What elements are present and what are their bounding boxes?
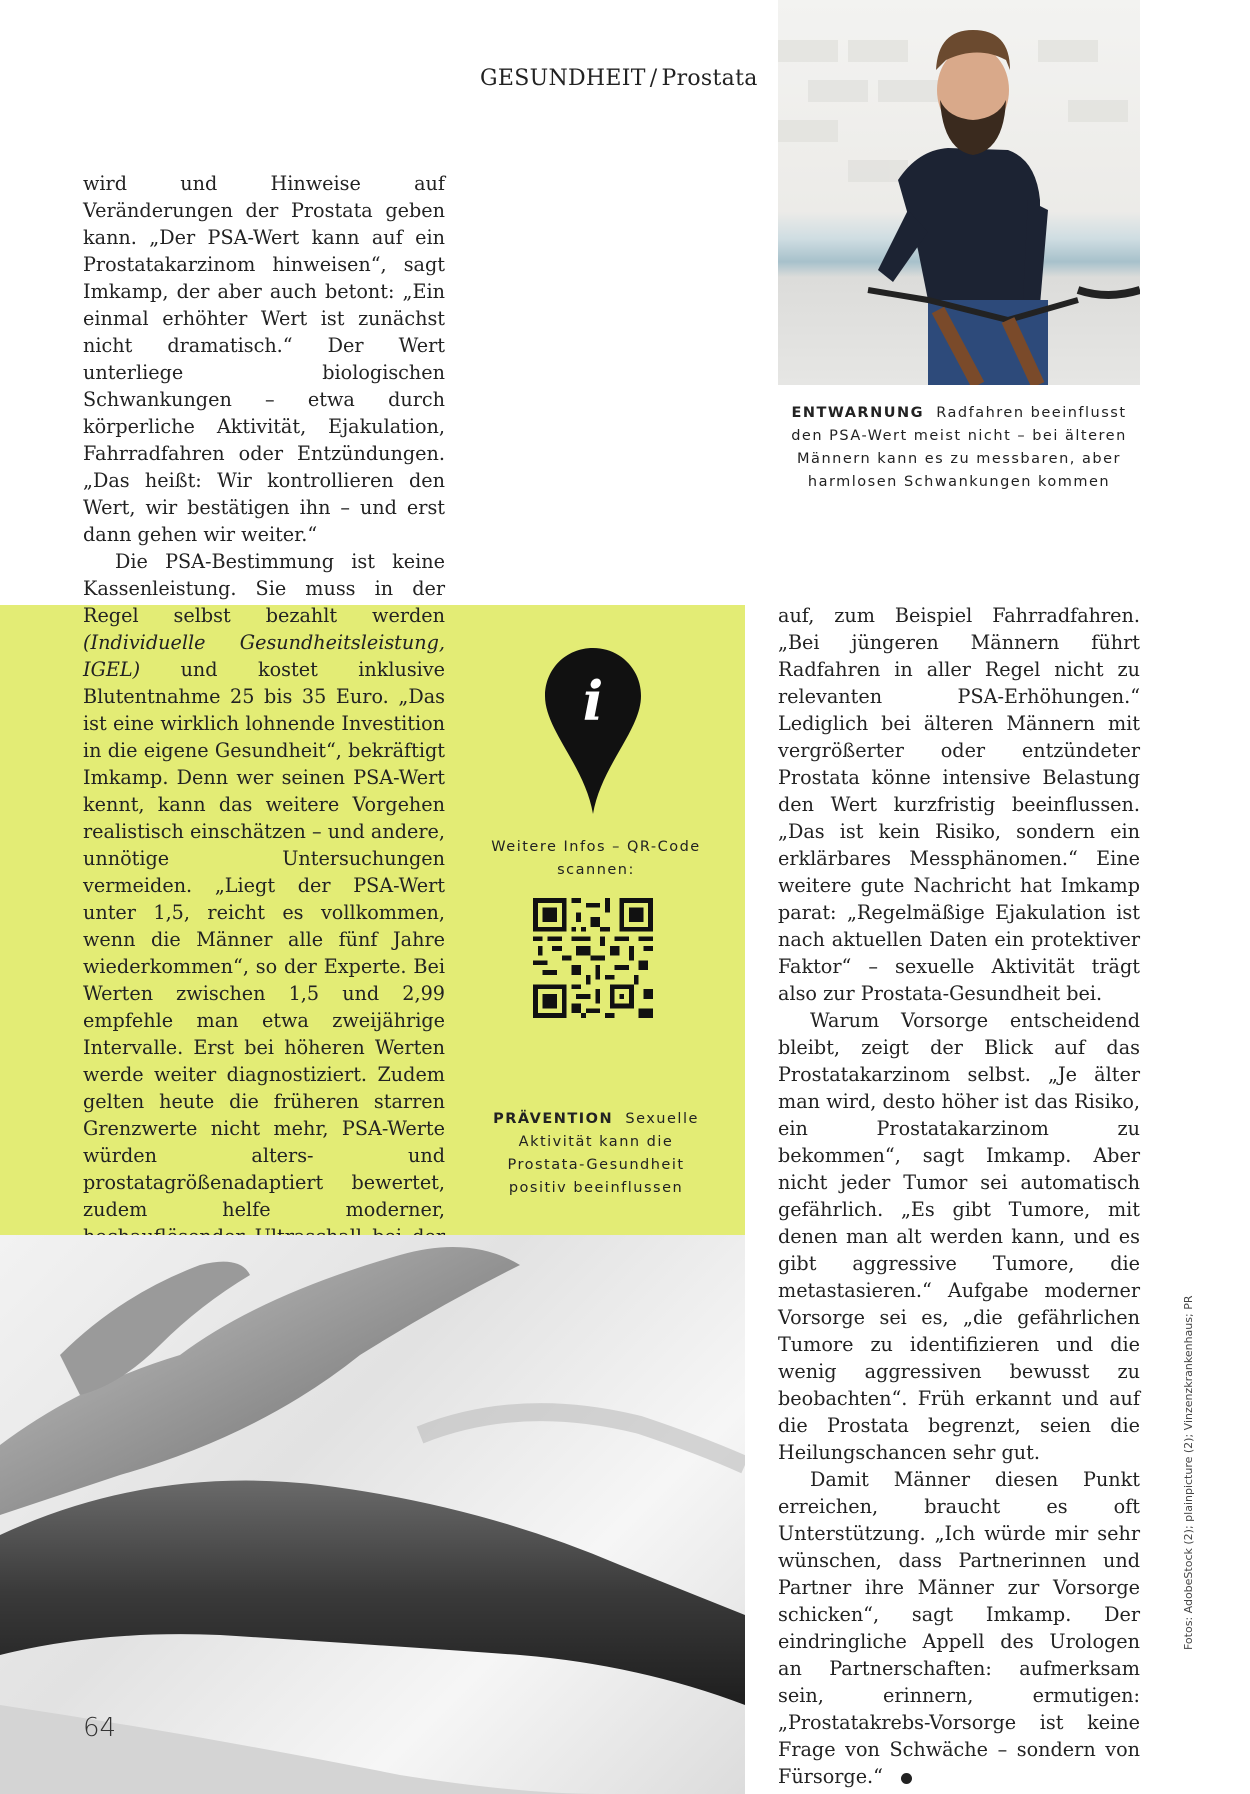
caption-text: Sexuelle Aktivität kann die Prostata-Gesundheit positiv beeinflussen <box>507 1111 699 1196</box>
paragraph <box>83 548 445 1277</box>
section-topic: Prostata <box>661 66 758 91</box>
paragraph: auf, zum Beispiel Fahrradfahren. „Bei jüngeren Männern führt Radfahren in aller Regel nicht zu relevanten PSA-Erhöhungen.“ Lediglich bei älteren Männern mit vergrößerter oder entzündeter Prostata könne intensive Belastung den Wert kurzfristig beeinflussen. „Das ist kein Risiko, sondern ein erklärbares Messphänomen.“ Eine weitere gute Nachricht hat Imkamp parat: „Regelmäßige Ejakulation ist nach aktuellen Daten ein protektiver Faktor“ – sexuelle Aktivität trägt also zur Prostata-Gesundheit bei. <box>778 604 1140 1005</box>
photo-cyclist <box>778 0 1140 385</box>
article-column-left <box>83 170 445 1358</box>
page-number: 64 <box>83 1713 117 1743</box>
paragraph-text: Die PSA-Bestimmung ist keine Kassenleistung. Sie muss in der Regel selbst bezahlt werden <box>83 550 445 627</box>
paragraph: Warum Vorsorge entscheidend bleibt, zeigt der Blick auf das Prostatakarzinom selbst. „Je älter man wird, desto höher ist das Risiko, ein Prostatakarzinom zu bekommen“, sagt Imkamp. Aber nicht jeder Tumor sei automatisch gefährlich. „Es gibt Tumore, mit denen man alt werden kann, und es gibt aggressive Tumore, die metastasieren.“ Aufgabe moderner Vorsorge sei es, „die gefährlichen Tumore zu identifizieren und die wenig aggressiven bewusst zu beobachten“. Früh erkannt und auf die Prostata begrenzt, seien die Heilungschancen sehr gut. <box>778 1009 1140 1464</box>
qr-code-icon[interactable] <box>533 898 653 1018</box>
photo-legs <box>0 1235 745 1794</box>
emphasis-text: (Individuelle Gesundheitsleistung, IGEL) <box>83 631 445 681</box>
info-pin-icon <box>545 648 641 814</box>
qr-label: Weitere Infos – QR-Code scannen: <box>491 839 701 878</box>
legs-illustration <box>0 1235 745 1794</box>
paragraph-text: und kostet inklusive Blutentnahme 25 bis 35 Euro. „Das ist eine wirklich lohnende Investition in die eigene Gesundheit“, bekräftigt Imkamp. Denn wer seinen PSA-Wert kennt, kann das weitere Vorgehen realistisch einschätzen – und andere, unnötige Untersuchungen vermeiden. „Liegt der PSA-Wert unter 1,5, reicht es vollkommen, wenn die Männer alle fünf Jahre wiederkommen“, so der Experte. Bei Werten zwischen 1,5 und 2,99 empfehle man etwa zweijährige Intervalle. Erst bei höheren Werten werde weiter diagnostiziert. Zudem gelten heute die früheren starren Grenzwerte nicht mehr, PSA-Werte würden alters- und prostatagrößenadaptiert bewertet, zudem helfe moderner, <box>83 658 445 1221</box>
cyclist-illustration <box>778 0 1140 385</box>
paragraph: wird und Hinweise auf Veränderungen der Prostata geben kann. „Der PSA-Wert kann auf ein Prostatakarzinom hinweisen“, sagt Imkamp, der aber auch betont: „Ein einmal erhöhter Wert ist zunächst nicht dramatisch.“ Der Wert unterliege biologischen Schwankungen – etwa durch körperliche Aktivität, Ejakulation, Fahrradfahren oder Entzündungen. „Das heißt: Wir kontrollieren den Wert, wir bestätigen ihn – und erst dann gehen wir weiter.“ <box>83 172 445 546</box>
photo-credit: Fotos: AdobeStock (2); plainpicture (2); Vinzenzkrankenhaus; PR <box>1182 1295 1195 1650</box>
paragraph-text: Damit Männer diesen Punkt erreichen, braucht es oft Unterstützung. „Ich würde mir sehr wünschen, dass Partnerinnen und Partner ihre Männer zur Vorsorge schicken“, sagt Imkamp. Der eindringliche Appell des Urologen an Partnerschaften: aufmerksam sein, erinnern, ermutigen: „Prostatakrebs-Vorsorge ist keine Frage von Schwäche – sondern von Fürsorge.“ <box>778 1468 1140 1788</box>
info-letter: i <box>582 669 604 733</box>
caption-label: ENTWARNUNG <box>791 405 925 421</box>
end-mark-icon <box>901 1773 912 1784</box>
article-column-right <box>778 602 1140 1790</box>
photo-caption-cycling <box>778 402 1140 494</box>
section-header <box>480 66 758 91</box>
header-separator: / <box>649 66 658 91</box>
caption-label: PRÄVENTION <box>493 1111 614 1127</box>
photo-caption-prevention <box>485 1108 707 1200</box>
paragraph <box>778 1466 1140 1790</box>
caption-text: Radfahren beeinflusst den PSA-Wert meist nicht – bei älteren Männern kann es zu messbaren, aber harmlosen Schwankungen kommen <box>791 405 1127 490</box>
section-name: GESUNDHEIT <box>480 66 646 91</box>
